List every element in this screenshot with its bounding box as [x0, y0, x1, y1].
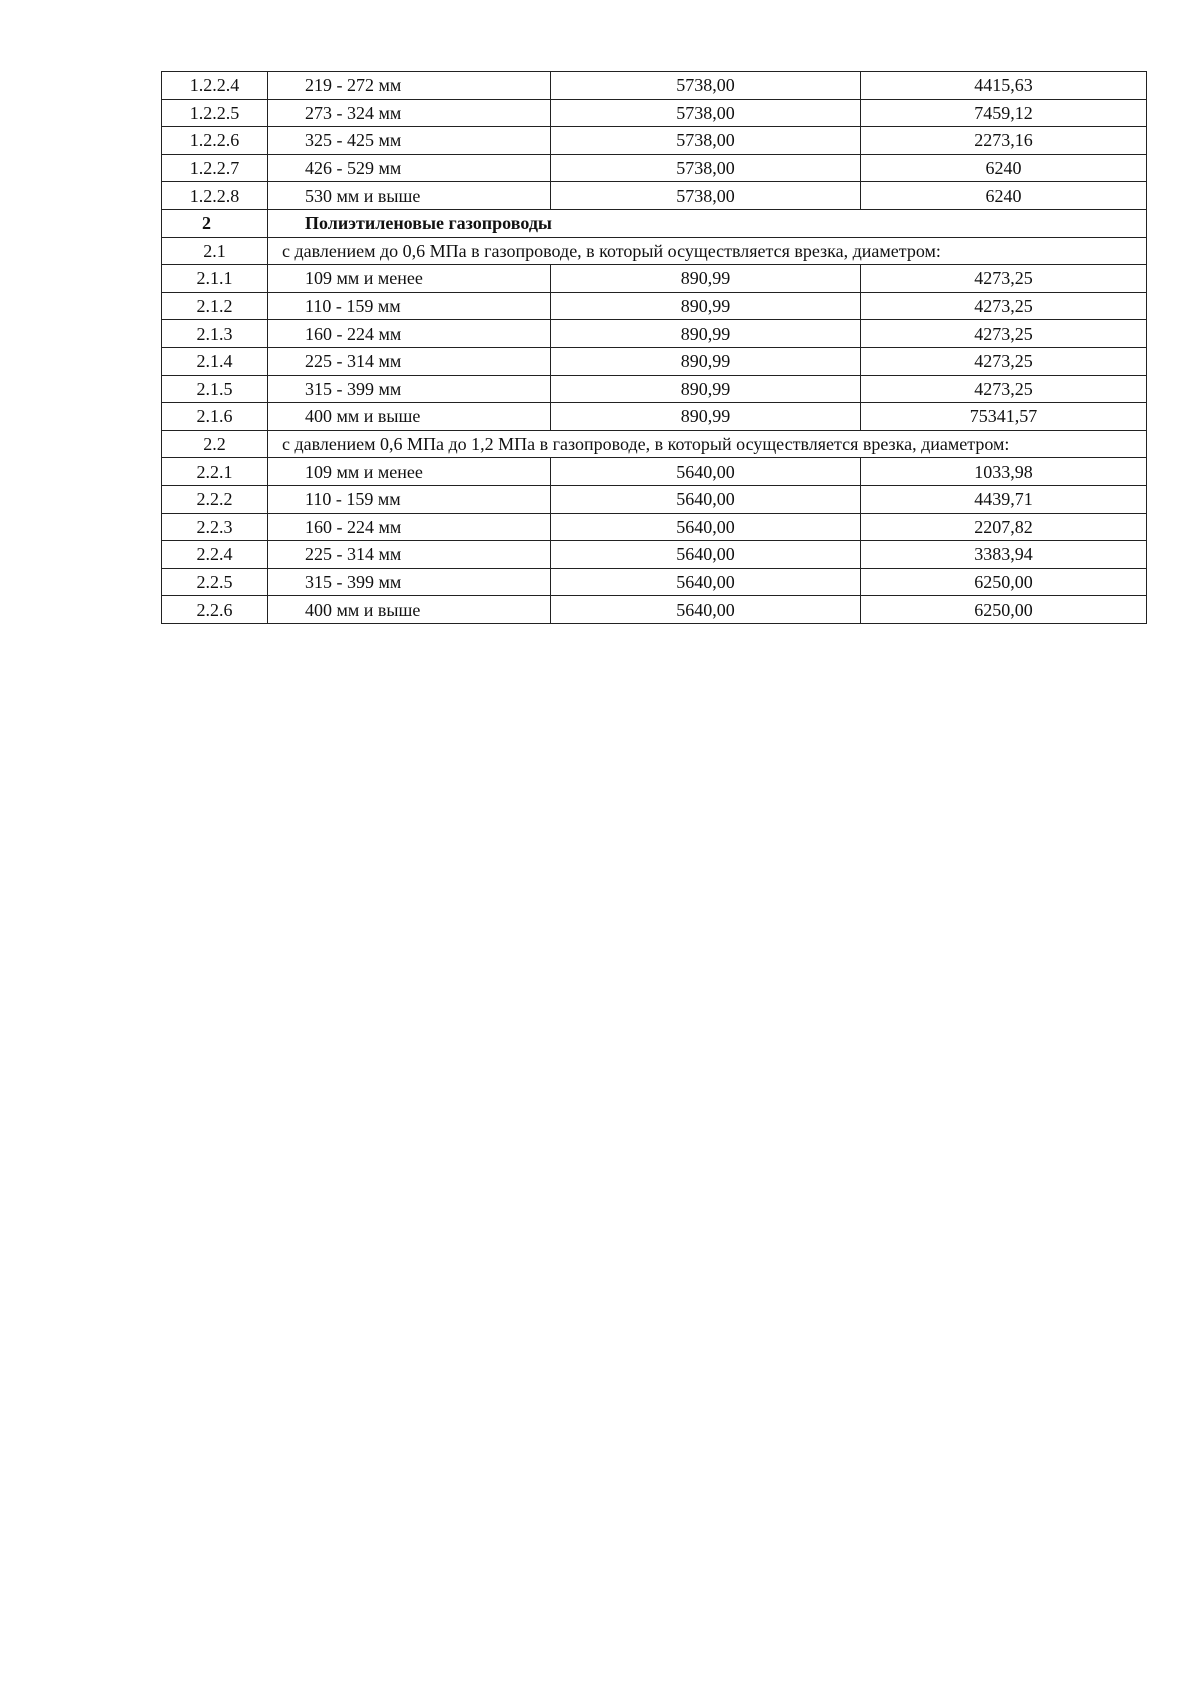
value-cell-1: 5640,00 — [551, 568, 861, 596]
value-cell-1: 5738,00 — [551, 99, 861, 127]
value-cell-2: 4273,25 — [861, 265, 1147, 293]
diameter-range: 315 - 399 мм — [268, 375, 551, 403]
value-cell-2: 3383,94 — [861, 541, 1147, 569]
value-cell-1: 5738,00 — [551, 72, 861, 100]
diameter-range: 225 - 314 мм — [268, 541, 551, 569]
table-row — [162, 541, 1147, 569]
row-number: 2.1.1 — [162, 265, 268, 293]
section-title: Полиэтиленовые газопроводы — [268, 209, 1147, 237]
value-cell-2: 75341,57 — [861, 403, 1147, 431]
diameter-range: 426 - 529 мм — [268, 154, 551, 182]
row-number: 2.1.6 — [162, 403, 268, 431]
subheader-row — [162, 430, 1147, 458]
diameter-range: 315 - 399 мм — [268, 568, 551, 596]
table-row — [162, 403, 1147, 431]
table-row — [162, 375, 1147, 403]
diameter-range: 110 - 159 мм — [268, 292, 551, 320]
diameter-range: 400 мм и выше — [268, 403, 551, 431]
row-number: 2.2.1 — [162, 458, 268, 486]
value-cell-2: 7459,12 — [861, 99, 1147, 127]
value-cell-2: 6240 — [861, 154, 1147, 182]
table-row — [162, 72, 1147, 100]
row-number: 2.2 — [162, 430, 268, 458]
table-row — [162, 513, 1147, 541]
value-cell-2: 2273,16 — [861, 127, 1147, 155]
table-row — [162, 127, 1147, 155]
diameter-range: 110 - 159 мм — [268, 485, 551, 513]
diameter-range: 225 - 314 мм — [268, 347, 551, 375]
row-number: 1.2.2.4 — [162, 72, 268, 100]
table-row — [162, 485, 1147, 513]
diameter-range: 160 - 224 мм — [268, 320, 551, 348]
value-cell-1: 5640,00 — [551, 485, 861, 513]
row-number: 1.2.2.6 — [162, 127, 268, 155]
table-row — [162, 292, 1147, 320]
value-cell-1: 890,99 — [551, 265, 861, 293]
diameter-range: 273 - 324 мм — [268, 99, 551, 127]
row-number: 2 — [162, 209, 268, 237]
diameter-range: 160 - 224 мм — [268, 513, 551, 541]
value-cell-1: 890,99 — [551, 375, 861, 403]
table-body — [162, 72, 1147, 624]
table-row — [162, 99, 1147, 127]
table-row — [162, 347, 1147, 375]
row-number: 2.1.3 — [162, 320, 268, 348]
value-cell-1: 890,99 — [551, 347, 861, 375]
row-number: 2.2.2 — [162, 485, 268, 513]
diameter-range: 400 мм и выше — [268, 596, 551, 624]
row-number: 2.2.6 — [162, 596, 268, 624]
table-row — [162, 596, 1147, 624]
value-cell-1: 890,99 — [551, 403, 861, 431]
subheader-text: с давлением 0,6 МПа до 1,2 МПа в газопроводе, в который осуществляется врезка, диаметром: — [268, 430, 1147, 458]
value-cell-2: 6240 — [861, 182, 1147, 210]
table-row — [162, 265, 1147, 293]
value-cell-1: 890,99 — [551, 320, 861, 348]
table-row — [162, 568, 1147, 596]
value-cell-1: 5640,00 — [551, 596, 861, 624]
table-row — [162, 182, 1147, 210]
row-number: 1.2.2.5 — [162, 99, 268, 127]
value-cell-1: 5738,00 — [551, 127, 861, 155]
tariff-table — [161, 71, 1147, 624]
value-cell-2: 6250,00 — [861, 596, 1147, 624]
diameter-range: 325 - 425 мм — [268, 127, 551, 155]
table-row — [162, 320, 1147, 348]
row-number: 2.2.3 — [162, 513, 268, 541]
value-cell-1: 5640,00 — [551, 541, 861, 569]
value-cell-1: 5738,00 — [551, 154, 861, 182]
row-number: 2.1 — [162, 237, 268, 265]
value-cell-2: 1033,98 — [861, 458, 1147, 486]
table-row — [162, 458, 1147, 486]
row-number: 2.1.5 — [162, 375, 268, 403]
row-number: 2.1.2 — [162, 292, 268, 320]
value-cell-2: 4439,71 — [861, 485, 1147, 513]
section-row — [162, 209, 1147, 237]
value-cell-1: 890,99 — [551, 292, 861, 320]
value-cell-2: 2207,82 — [861, 513, 1147, 541]
diameter-range: 109 мм и менее — [268, 458, 551, 486]
value-cell-1: 5738,00 — [551, 182, 861, 210]
row-number: 2.1.4 — [162, 347, 268, 375]
diameter-range: 530 мм и выше — [268, 182, 551, 210]
value-cell-2: 6250,00 — [861, 568, 1147, 596]
subheader-text: с давлением до 0,6 МПа в газопроводе, в который осуществляется врезка, диаметром: — [268, 237, 1147, 265]
diameter-range: 109 мм и менее — [268, 265, 551, 293]
diameter-range: 219 - 272 мм — [268, 72, 551, 100]
row-number: 1.2.2.7 — [162, 154, 268, 182]
value-cell-1: 5640,00 — [551, 458, 861, 486]
row-number: 2.2.4 — [162, 541, 268, 569]
value-cell-2: 4273,25 — [861, 292, 1147, 320]
value-cell-2: 4273,25 — [861, 375, 1147, 403]
value-cell-2: 4273,25 — [861, 347, 1147, 375]
value-cell-2: 4415,63 — [861, 72, 1147, 100]
table-row — [162, 154, 1147, 182]
row-number: 2.2.5 — [162, 568, 268, 596]
value-cell-2: 4273,25 — [861, 320, 1147, 348]
subheader-row — [162, 237, 1147, 265]
value-cell-1: 5640,00 — [551, 513, 861, 541]
row-number: 1.2.2.8 — [162, 182, 268, 210]
